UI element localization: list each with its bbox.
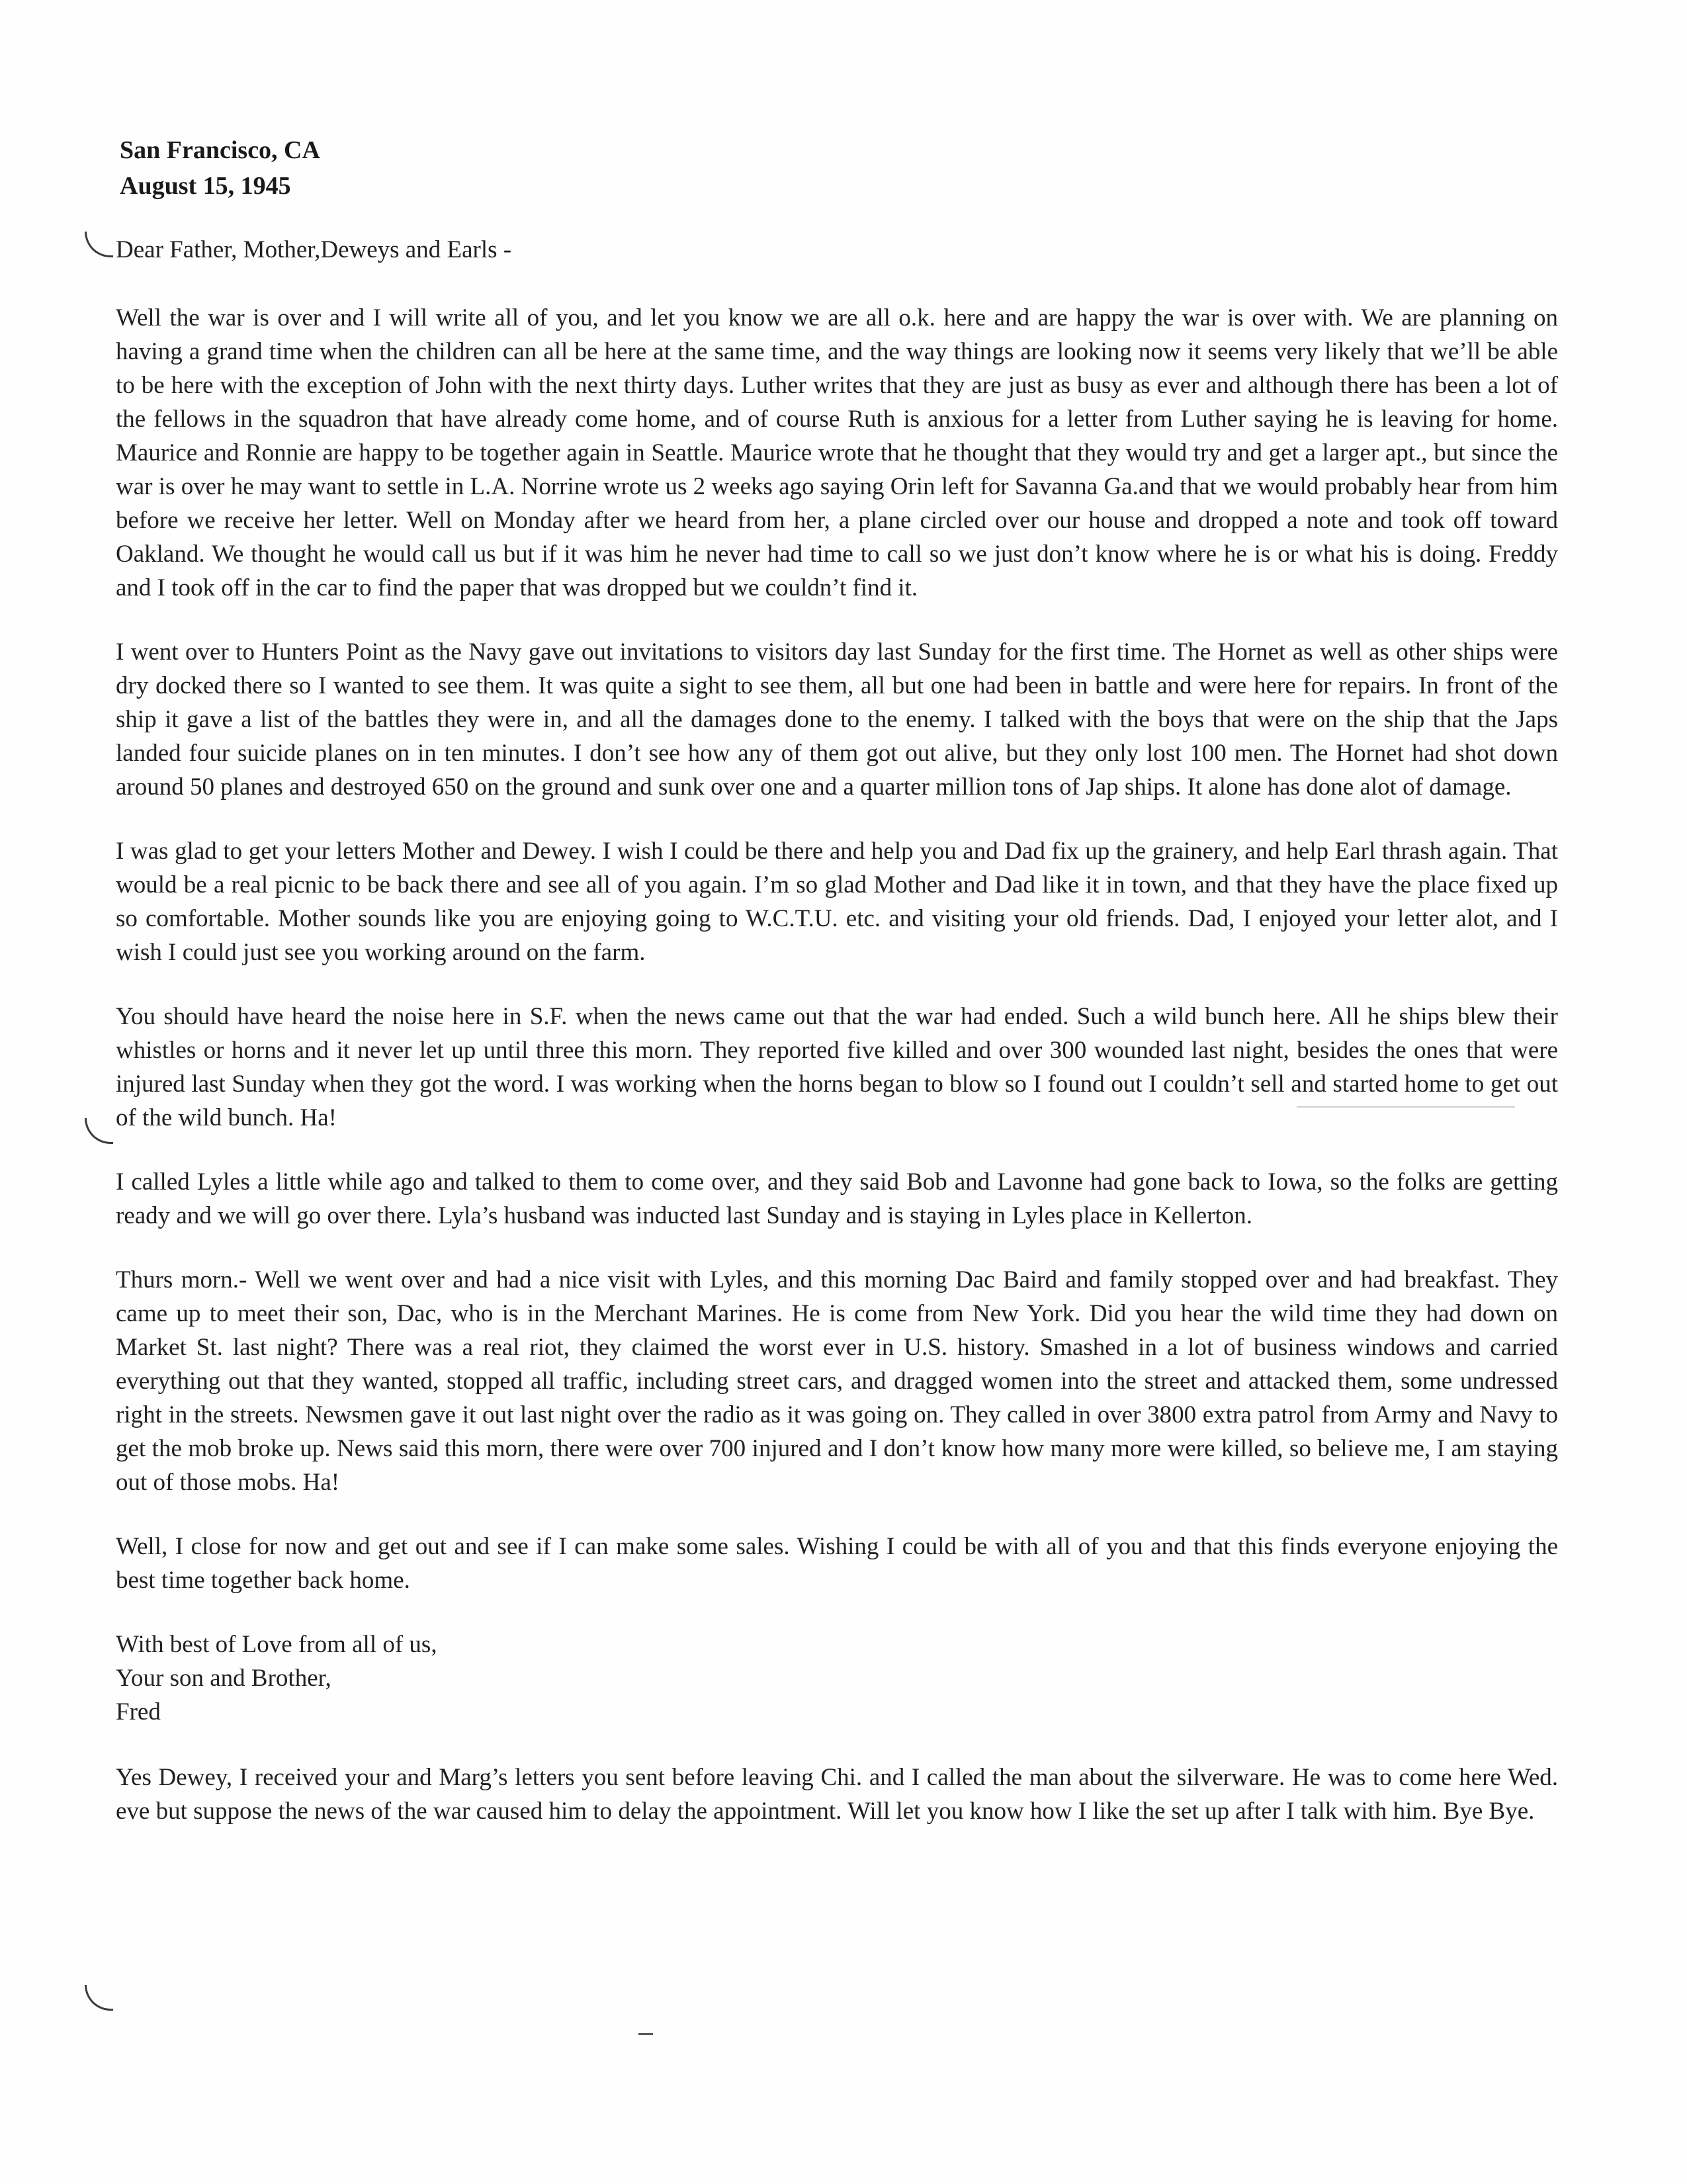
paragraph-thurs-morn: Thurs morn.- Well we went over and had a nice visit with Lyles, and this morning Dac Baird and family stopped over and had breakfast. They came up to meet their son, Dac, who is in the Merchant Marines. He is come from New York. Did you hear the wild time they had down on Market St. last night? There was a real riot, they claimed the worst ever in U.S. history. Smashed in a lot of business windows and carried everything out that they wanted, stopped all traffic, including street cars, and dragged women into the street and attacked them, some undressed right in the streets. Newsmen gave it out last night over the radio as it was going on. They called in over 3800 extra patrol from Army and Navy to get the mob broke up. News said this morn, there were over 700 injured and I don’t know how many more were killed, so believe me, I am staying out of those mobs. Ha! (116, 1266, 1558, 1496)
postscript: Yes Dewey, I received your and Marg’s letters you sent before leaving Chi. and I called the man about the silverware. He was to come here Wed. eve but suppose the news of the war caused him to delay the appointment. Will let you know how I like the set up after I talk with him. Bye Bye. (116, 1764, 1558, 1825)
salutation: Dear Father, Mother,Deweys and Earls - (116, 236, 512, 263)
hole-punch-mark-top (85, 232, 113, 257)
letter-body (116, 233, 1558, 1858)
signature: Fred (116, 1698, 161, 1725)
paragraph-lyles: I called Lyles a little while ago and talked to them to come over, and they said Bob and Lavonne had gone back to Iowa, so the folks are getting ready and we will go over there. Lyla’s husband was inducted last Sunday and is staying in Lyles place in Kellerton. (116, 1168, 1558, 1229)
paragraph-noise: You should have heard the noise here in S.F. when the news came out that the war had ended. Such a wild bunch here. All he ships blew their whistles or horns and it never let up until three this morn. They reported five killed and over 300 wounded last night, besides the ones that were injured last Sunday when they got the word. I was working when the horns began to blow so I found out I couldn’t sell and started home to get out of the wild bunch. Ha! (116, 1003, 1558, 1131)
closing-line-2: Your son and Brother, (116, 1665, 331, 1692)
paragraph-war-over: Well the war is over and I will write all of you, and let you know we are all o.k. here and are happy the war is over with. We are planning on having a grand time when the children can all be here at the same time, and the way things are looking now it seems very likely that we’ll be able to be here with the exception of John with the next thirty days. Luther writes that they are just as busy as ever and although there has been a lot of the fellows in the squadron that have already come home, and of course Ruth is anxious for a letter from Luther saying he is leaving for home. Maurice and Ronnie are happy to be together again in Seattle. Maurice wrote that he thought that they would try and get a larger apt., but since the war is over he may want to settle in L.A. Norrine wrote us 2 weeks ago saying Orin left for Savanna Ga.and that we would probably hear from him before we receive her letter. Well on Monday after we heard from her, a plane circled over our house and dropped a note and took off toward Oakland. We thought he would call us but if it was him he never had time to call so we just don’t know where he is or what his is doing. Freddy and I took off in the car to find the paper that was dropped but we couldn’t find it. (116, 304, 1558, 601)
closing (116, 1628, 1558, 1729)
paragraph-letters: I was glad to get your letters Mother and Dewey. I wish I could be there and help you and Dad fix up the grainery, and help Earl thrash again. That would be a real picnic to be back there and see all of you again. I’m so glad Mother and Dad like it in town, and that they have the place fixed up so comfortable. Mother sounds like you are enjoying going to W.C.T.U. etc. and visiting your old friends. Dad, I enjoyed your letter alot, and I wish I could just see you working around on the farm. (116, 838, 1558, 966)
hole-punch-mark-middle (85, 1118, 113, 1144)
letter-date: August 15, 1945 (120, 172, 291, 200)
letter-place: San Francisco, CA (120, 136, 320, 164)
letter-heading (120, 132, 320, 204)
closing-line-1: With best of Love from all of us, (116, 1631, 437, 1658)
paragraph-hunters-point: I went over to Hunters Point as the Navy gave out invitations to visitors day last Sunday for the first time. The Hornet as well as other ships were dry docked there so I wanted to see them. It was quite a sight to see them, all but one had been in battle and were here for repairs. In front of the ship it gave a list of the battles they were in, and all the damages done to the enemy. I talked with the boys that were on the ship that the Japs landed four suicide planes on in ten minutes. I don’t see how any of them got out alive, but they only lost 100 men. The Hornet had shot down around 50 planes and destroyed 650 on the ground and sunk over one and a quarter million tons of Jap ships. It alone has done alot of damage. (116, 638, 1558, 801)
paragraph-close: Well, I close for now and get out and see if I can make some sales. Wishing I could be with all of you and that this finds everyone enjoying the best time together back home. (116, 1533, 1558, 1594)
copy-artifact-dash (638, 2033, 653, 2035)
hole-punch-mark-bottom (85, 1985, 113, 2011)
